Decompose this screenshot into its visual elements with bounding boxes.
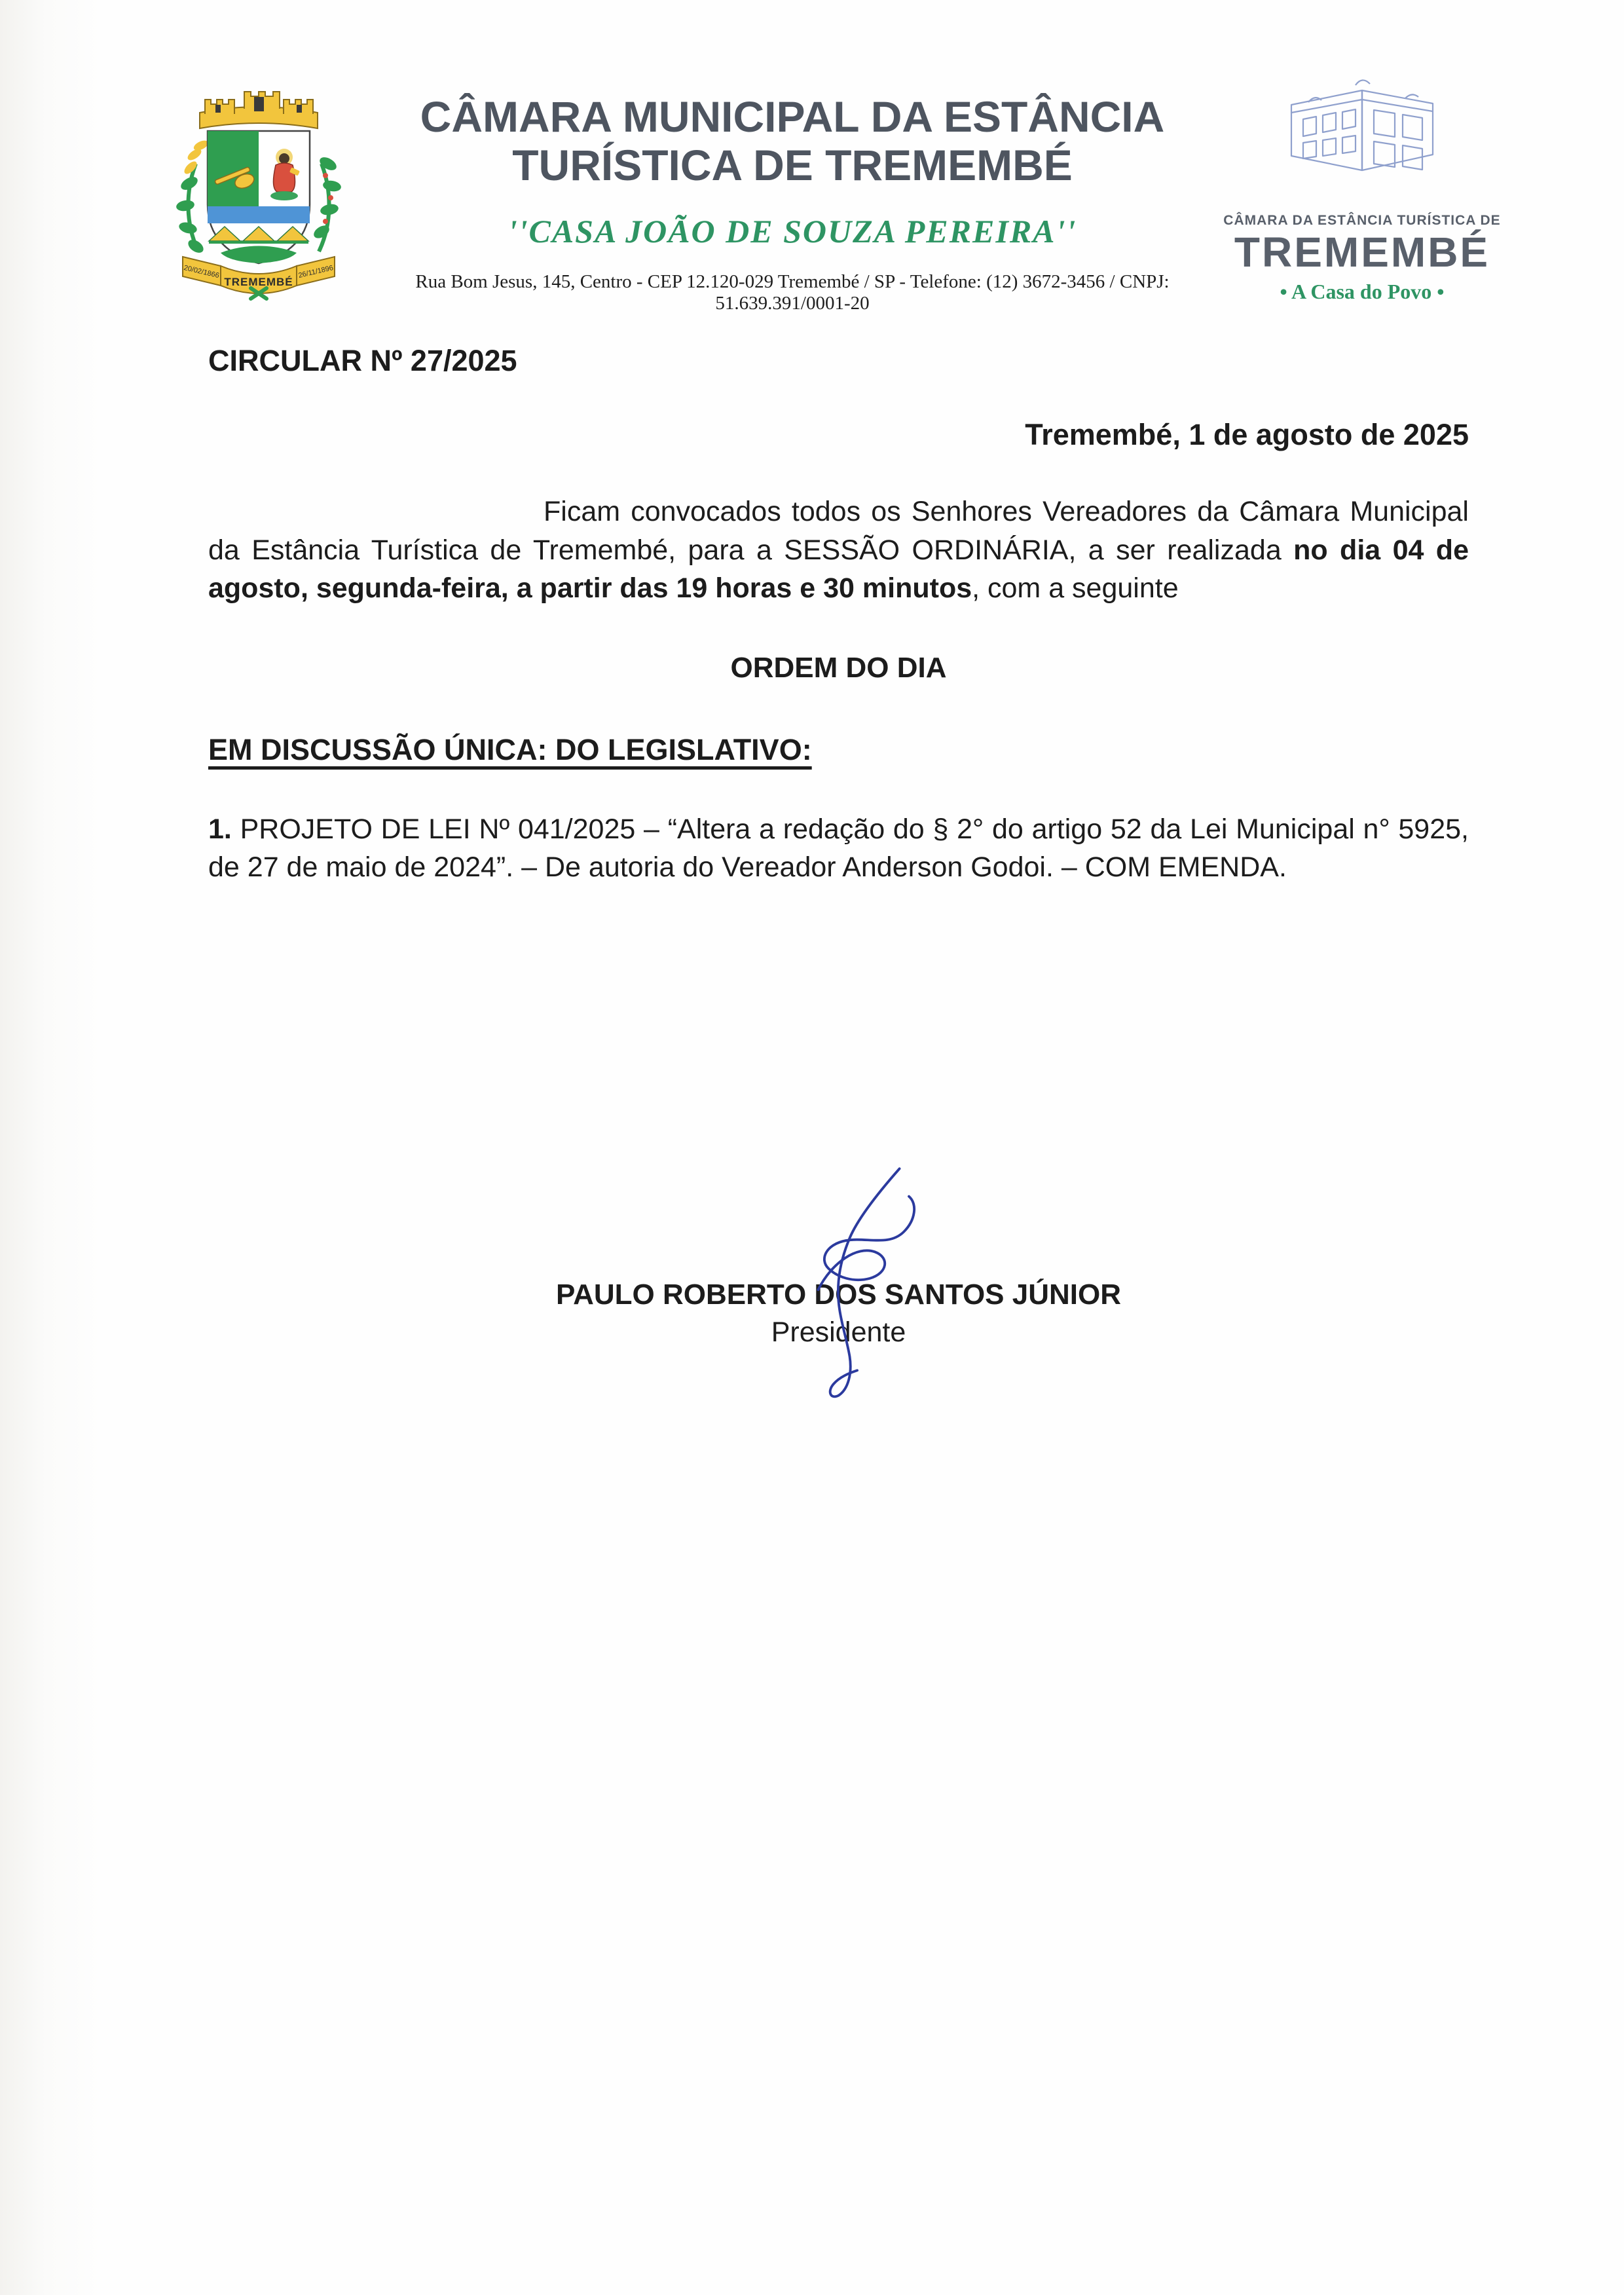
paragraph-segment: Ficam convocados todos os Senhores Vereadores da Câmara Municipal da Estância Turística de Tremembé, para a SESSÃO ORDINÁRIA, a ser realizada xyxy=(208,496,1469,566)
org-address: Rua Bom Jesus, 145, Centro - CEP 12.120-029 Tremembé / SP - Telefone: (12) 3672-3456 / CNPJ: 51.639.391/0001-20 xyxy=(415,271,1170,314)
section-heading-row xyxy=(208,730,1469,770)
dateline: Tremembé, 1 de agosto de 2025 xyxy=(1025,418,1469,452)
agenda-item-number: 1. xyxy=(208,813,232,845)
order-of-day-title: ORDEM DO DIA xyxy=(730,651,947,684)
section-heading: EM DISCUSSÃO ÚNICA: DO LEGISLATIVO: xyxy=(208,732,812,766)
convocation-paragraph xyxy=(208,493,1469,607)
crest-date-left: 20/02/1866 xyxy=(183,264,220,280)
agenda-item-text: PROJETO DE LEI Nº 041/2025 – “Altera a redação do § 2° do artigo 52 da Lei Municipal n° 5925, de 27 de maio de 2024”. – De autoria do Vereador Anderson Godoi. – COM EMENDA. xyxy=(208,813,1469,884)
circular-number: CIRCULAR Nº 27/2025 xyxy=(208,344,517,377)
coat-of-arms-icon xyxy=(151,65,367,301)
letterhead xyxy=(151,65,1506,314)
letterhead-center xyxy=(367,65,1218,314)
signer-name: PAULO ROBERTO DOS SANTOS JÚNIOR xyxy=(556,1278,1121,1311)
crest-right-branch xyxy=(312,155,342,252)
paragraph-segment: , com a seguinte xyxy=(972,572,1179,605)
logo-slogan: • A Casa do Povo • xyxy=(1280,280,1445,303)
crest-left-branch xyxy=(175,138,210,255)
agenda-item-1 xyxy=(208,810,1469,887)
crest-shield xyxy=(208,131,310,263)
crest-crown xyxy=(200,92,318,128)
building-sketch-icon xyxy=(1257,72,1467,210)
logo-caption: CÂMARA DA ESTÂNCIA TURÍSTICA DE xyxy=(1223,213,1501,228)
paragraph-segment-bold: no dia 04 de agosto, segunda-feira, a partir das 19 horas e 30 minutos xyxy=(208,534,1469,605)
org-title-line2: TURÍSTICA DE TREMEMBÉ xyxy=(512,140,1073,189)
org-title-line1: CÂMARA MUNICIPAL DA ESTÂNCIA xyxy=(420,92,1165,141)
signer-role: Presidente xyxy=(771,1316,906,1348)
camara-logo xyxy=(1218,65,1506,304)
org-motto: ''CASA JOÃO DE SOUZA PEREIRA'' xyxy=(507,212,1077,250)
signature-ink-icon xyxy=(741,1157,963,1409)
logo-name: TREMEMBÉ xyxy=(1234,229,1490,276)
crest-date-right: 26/11/1896 xyxy=(297,264,335,280)
signature-block xyxy=(208,1278,1469,1349)
crest-ribbon-text: TREMEMBÉ xyxy=(224,276,293,288)
document-body xyxy=(208,341,1469,887)
